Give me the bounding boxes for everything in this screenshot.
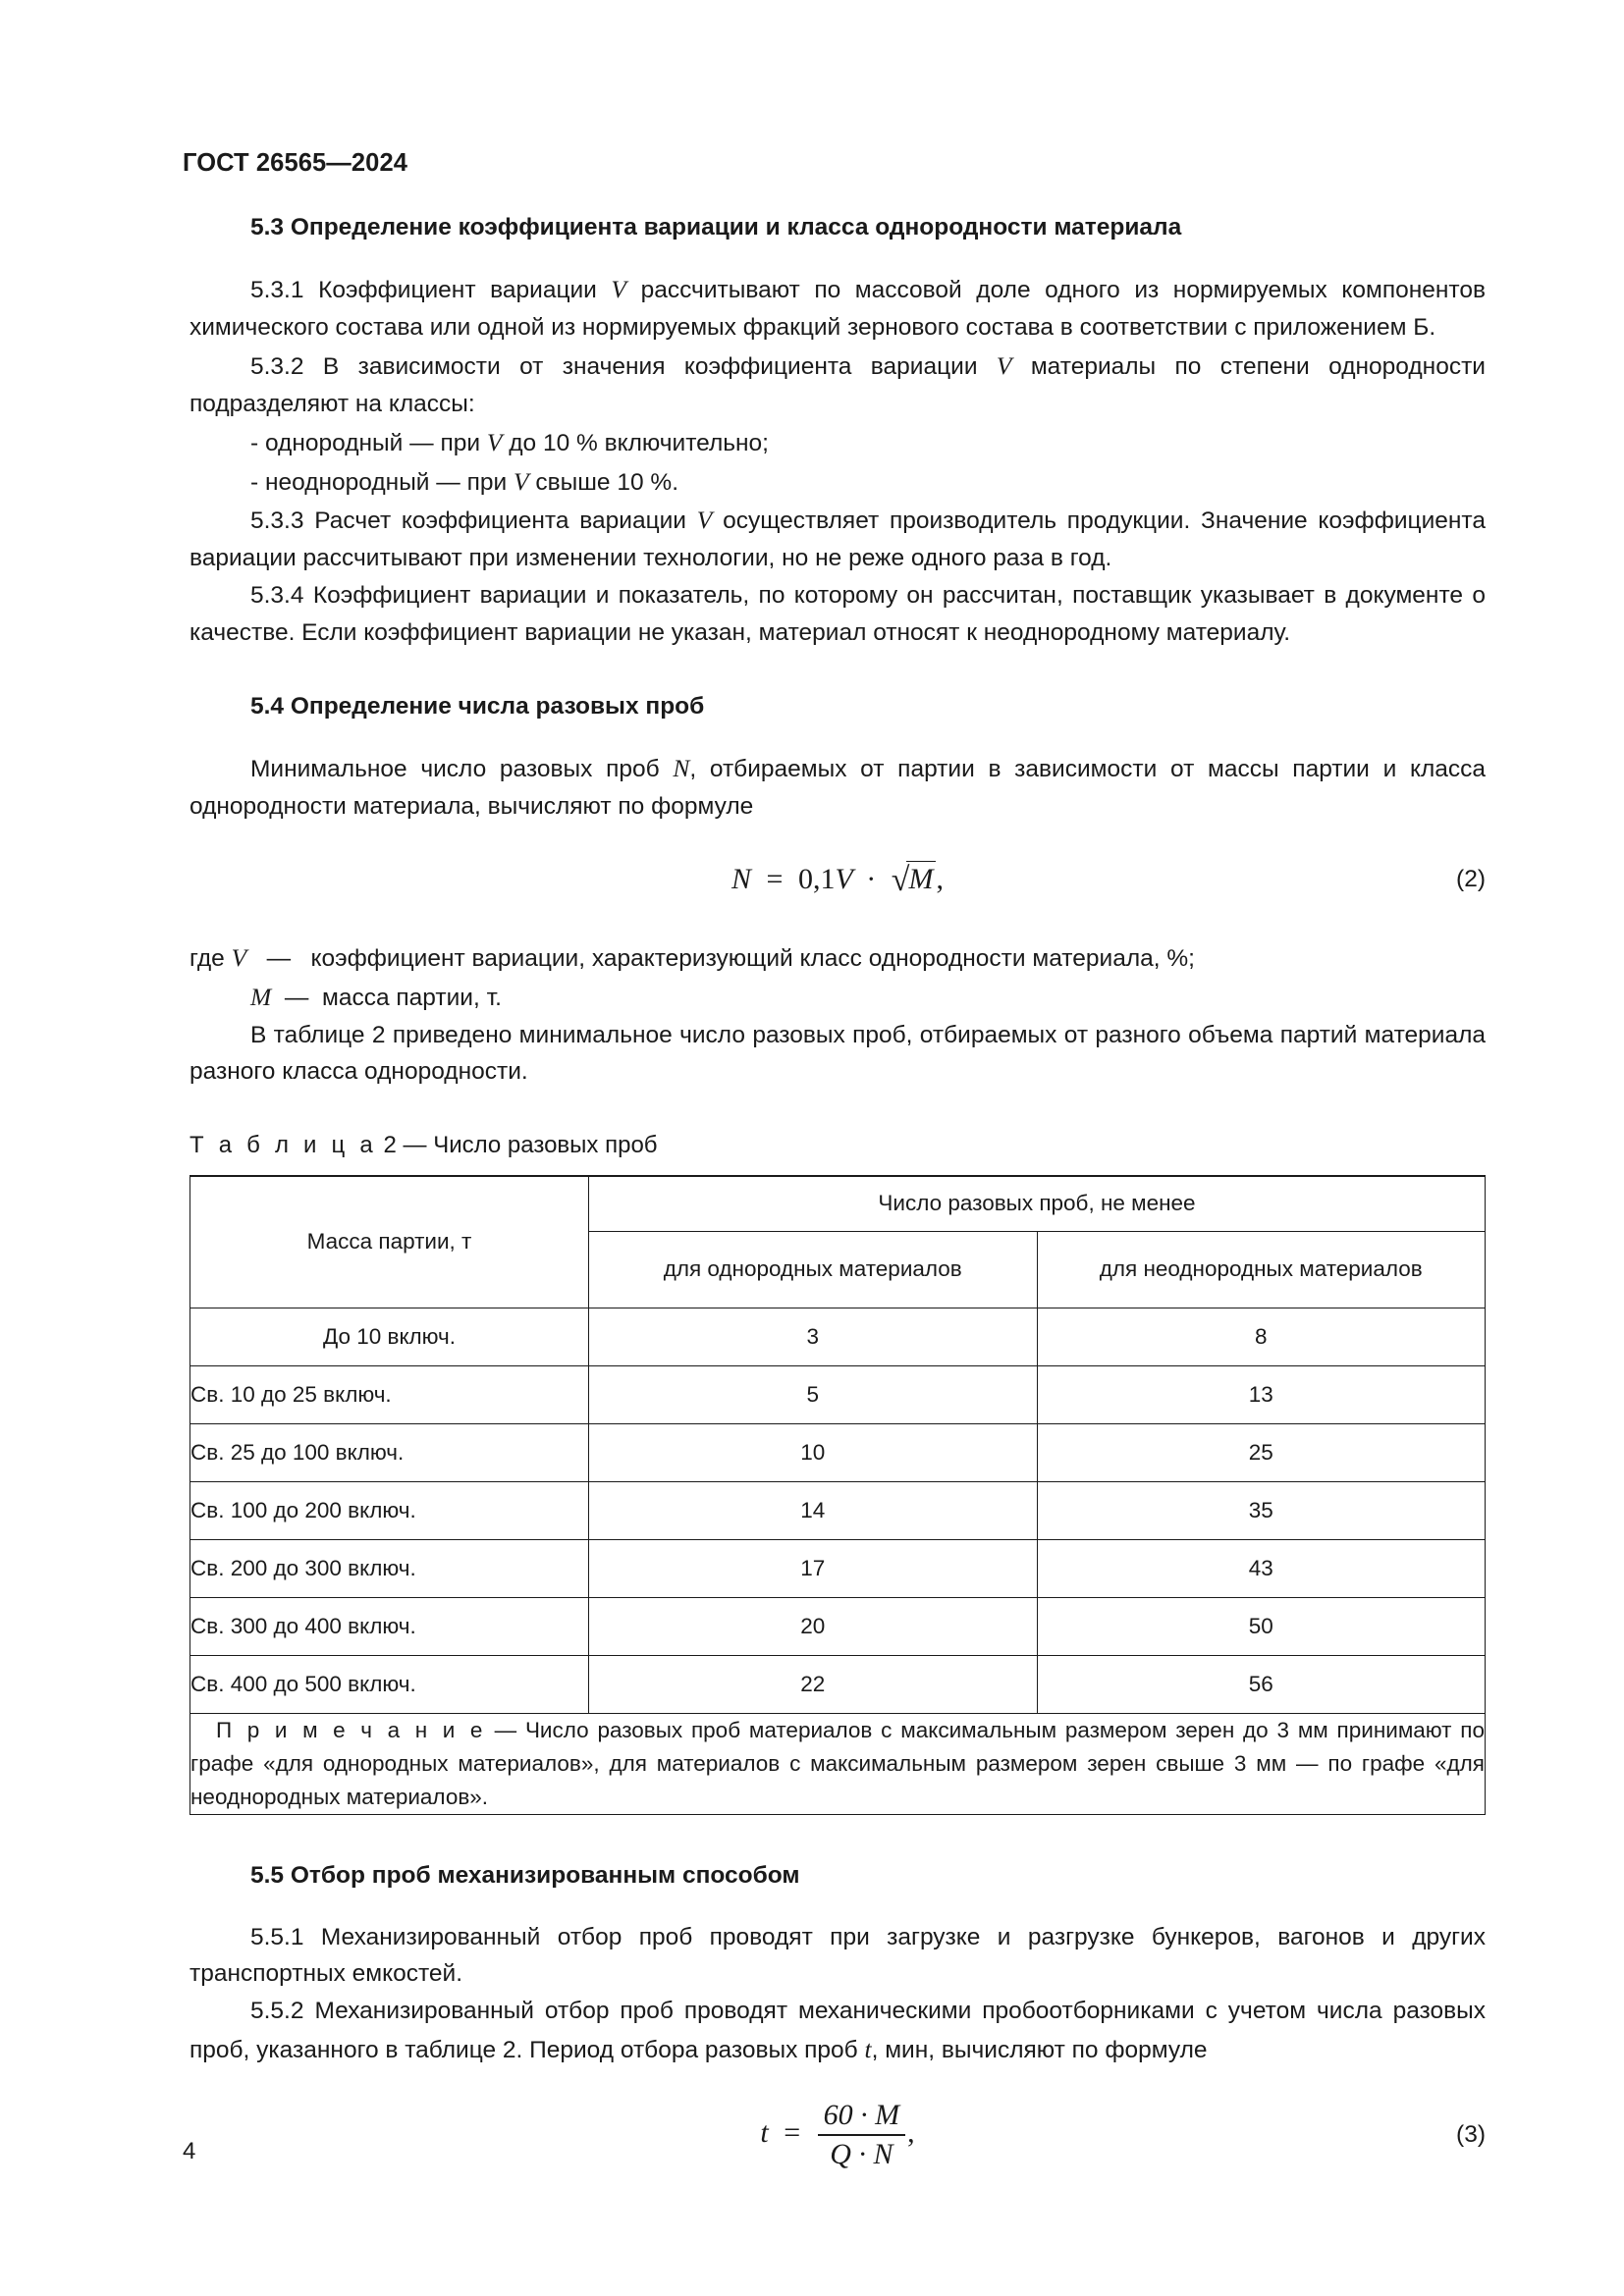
note-label: П р и м е ч а н и е: [216, 1717, 486, 1742]
variable-v: V: [231, 942, 247, 972]
heading-5-5: 5.5 Отбор проб механизированным способом: [250, 1862, 800, 1890]
cell-mass: Св. 300 до 400 включ.: [190, 1597, 589, 1655]
cell-nonhomogeneous: 50: [1037, 1597, 1486, 1655]
heading-5-4: 5.4 Определение числа разовых проб: [250, 692, 705, 720]
formula-2-number: (2): [1456, 866, 1486, 893]
cell-nonhomogeneous: 8: [1037, 1308, 1486, 1365]
table-2-body: [190, 1308, 1486, 1815]
paragraph-5-3-3: 5.3.3 Расчет коэффициента вариации V осуществляет производитель продукции. Значение коэффициента вариации рассчитывают при изменении технологии, но не реже одного раза в год.: [189, 506, 1486, 572]
variable-v: V: [486, 427, 503, 456]
heading-5-3: 5.3 Определение коэффициента вариации и класса однородности материала: [250, 214, 1182, 240]
table-2-note: [190, 1713, 1486, 1815]
cell-mass: До 10 включ.: [190, 1308, 589, 1365]
variable-v: V: [611, 275, 626, 304]
table-row: [190, 1365, 1486, 1423]
table-2: [189, 1175, 1486, 1815]
cell-homogeneous: 22: [589, 1655, 1038, 1713]
cell-homogeneous: 10: [589, 1423, 1038, 1481]
cell-mass: Св. 25 до 100 включ.: [190, 1423, 589, 1481]
cell-nonhomogeneous: 35: [1037, 1481, 1486, 1539]
formula-2-comma: ,: [936, 862, 944, 895]
formula-3-denominator: Q · N: [818, 2134, 906, 2171]
formula-3-lhs: t: [760, 2115, 769, 2149]
paragraph-5-3-1: 5.3.1 Коэффициент вариации V рассчитывают по массовой доле одного из нормируемых компонентов химического состава или одной из нормируемых фракций зернового состава в соответствии с приложением Б.: [189, 275, 1486, 342]
formula-3-equals: =: [784, 2115, 801, 2149]
page-number: 4: [183, 2138, 196, 2164]
cell-mass: Св. 200 до 300 включ.: [190, 1539, 589, 1597]
cell-mass: Св. 100 до 200 включ.: [190, 1481, 589, 1539]
cell-homogeneous: 5: [589, 1365, 1038, 1423]
formula-2-equals: =: [766, 862, 784, 895]
main-content: [189, 212, 1486, 2171]
cell-mass: Св. 400 до 500 включ.: [190, 1655, 589, 1713]
table-row: [190, 1423, 1486, 1481]
paragraph-5-5-1: 5.5.1 Механизированный отбор проб проводят при загрузке и разгрузке бункеров, вагонов и других транспортных емкостей.: [189, 1923, 1486, 1988]
formula-2-variable-v: V: [835, 862, 853, 895]
where-definition-v: где V — коэффициент вариации, характеризующий класс однородности материала, %;: [189, 942, 1195, 972]
formula-2-coefficient: 0,1: [797, 862, 836, 895]
cell-nonhomogeneous: 43: [1037, 1539, 1486, 1597]
variable-v: V: [514, 466, 529, 496]
variable-n: N: [673, 754, 690, 783]
cell-homogeneous: 14: [589, 1481, 1038, 1539]
cell-homogeneous: 3: [589, 1308, 1038, 1365]
formula-3: [189, 2099, 1486, 2171]
table-row: [190, 1655, 1486, 1713]
formula-2-square-root: [890, 861, 937, 899]
paragraph-table-ref: В таблице 2 приведено минимальное число разовых проб, отбираемых от разного объема партий материала разного класса однородности.: [189, 1021, 1486, 1086]
table-caption-word: Т а б л и ц а: [189, 1132, 377, 1159]
bullet-homogeneous: - однородный — при V до 10 % включительно;: [250, 427, 769, 456]
paragraph-5-5-2: 5.5.2 Механизированный отбор проб проводят механическими пробоотборниками с учетом числа разовых проб, указанного в таблице 2. Период отбора разовых проб t, мин, вычисляют по формуле: [189, 1998, 1486, 2064]
paragraph-5-4-intro: Минимальное число разовых проб N, отбираемых от партии в зависимости от массы партии и класса однородности материала, вычисляют по формуле: [189, 754, 1487, 820]
header-homogeneous: для однородных материалов: [589, 1231, 1038, 1308]
cell-homogeneous: 17: [589, 1539, 1038, 1597]
formula-3-comma: ,: [907, 2115, 915, 2149]
table-row: [190, 1308, 1486, 1365]
header-nonhomogeneous: для неоднородных материалов: [1037, 1231, 1486, 1308]
variable-v: V: [996, 351, 1012, 381]
formula-3-number: (3): [1456, 2121, 1486, 2149]
table-row: [190, 1481, 1486, 1539]
formula-2: [189, 861, 1486, 899]
variable-m: M: [250, 982, 272, 1011]
table-note-row: [190, 1713, 1486, 1815]
formula-2-lhs: N: [731, 862, 752, 895]
table-2-head: [190, 1176, 1486, 1308]
formula-3-fraction: [818, 2099, 906, 2171]
formula-2-radicand: M: [906, 861, 936, 896]
cell-nonhomogeneous: 25: [1037, 1423, 1486, 1481]
radical-sign: √: [891, 861, 910, 898]
where-definition-m: M — масса партии, т.: [250, 982, 502, 1011]
cell-homogeneous: 20: [589, 1597, 1038, 1655]
formula-2-multiply-dot: ·: [866, 862, 877, 895]
note-text: — Число разовых проб материалов с максимальным размером зерен до 3 мм принимают по графе «для однородных материалов», для материалов с максимальным размером зерен свыше 3 мм — по графе «для неоднородных материалов».: [190, 1717, 1485, 1810]
table-caption-title: 2 — Число разовых проб: [376, 1132, 658, 1159]
header-sample-count: Число разовых проб, не менее: [589, 1176, 1486, 1231]
cell-mass: Св. 10 до 25 включ.: [190, 1365, 589, 1423]
bullet-nonhomogeneous: - неоднородный — при V свыше 10 %.: [250, 466, 678, 496]
paragraph-5-3-4: 5.3.4 Коэффициент вариации и показатель, по которому он рассчитан, поставщик указывает в документе о качестве. Если коэффициент вариации не указан, материал относят к неоднородному материалу.: [189, 582, 1486, 646]
table-row: [190, 1597, 1486, 1655]
variable-t: t: [864, 2035, 872, 2064]
running-header: ГОСТ 26565—2024: [183, 149, 408, 177]
cell-nonhomogeneous: 13: [1037, 1365, 1486, 1423]
table-2-caption: [189, 1132, 1486, 1159]
header-mass: Масса партии, т: [190, 1176, 589, 1308]
paragraph-5-3-2: 5.3.2 В зависимости от значения коэффициента вариации V материалы по степени однородности подразделяют на классы:: [189, 351, 1486, 417]
formula-3-numerator: 60 · M: [823, 2099, 900, 2132]
table-row: [190, 1539, 1486, 1597]
cell-nonhomogeneous: 56: [1037, 1655, 1486, 1713]
variable-v: V: [696, 506, 713, 535]
table-header-row-1: [190, 1176, 1486, 1231]
